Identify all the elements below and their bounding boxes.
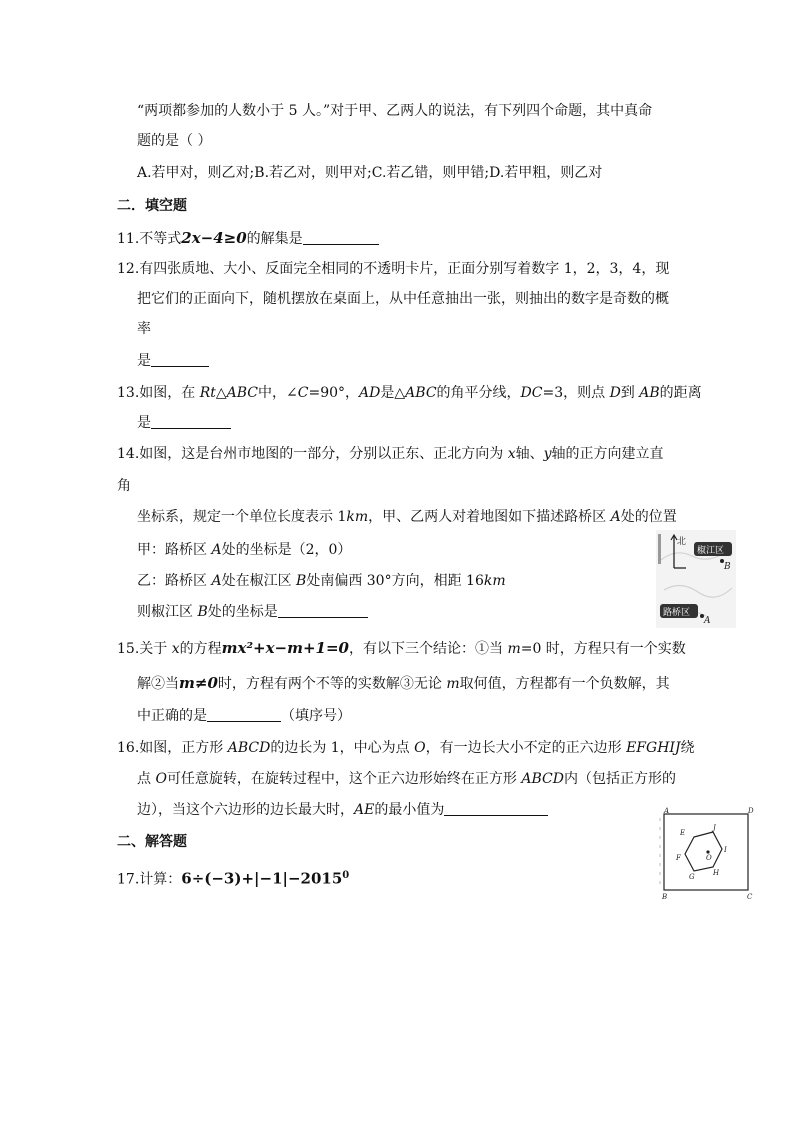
fig-label-e: E xyxy=(680,829,686,837)
q17-text: 计算： xyxy=(139,871,182,888)
q14-text: 轴、 xyxy=(515,446,544,462)
fig-label-o: O xyxy=(706,854,712,862)
q13-ad: AD xyxy=(359,385,381,401)
q15-text: 的方程 xyxy=(179,641,222,657)
q11-pre: 不等式 xyxy=(139,231,182,247)
q12-line2: 把它们的正面向下，随机摆放在桌面上，从中任意抽出一张，则抽出的数字是奇数的概 xyxy=(137,291,669,307)
q10-line1: “两项都参加的人数小于 5 人。”对于甲、乙两人的说法，有下列四个命题，其中真命 xyxy=(137,103,653,119)
map-edge-mark xyxy=(658,534,661,564)
q13-text: 的角平分线， xyxy=(436,385,521,401)
q14-answer-blank xyxy=(278,602,368,618)
q13-text: 是△ xyxy=(380,385,406,401)
question-15 xyxy=(117,638,686,659)
q16-text: 可任意旋转，在旋转过程中，这个正六边形始终在正方形 xyxy=(166,771,522,787)
q14-text: 处的坐标是（2，0） xyxy=(221,542,352,558)
q14-line5 xyxy=(137,571,506,591)
fig-label-c: C xyxy=(747,893,753,901)
map-jiaojiang-label: 椒江区 xyxy=(697,546,725,556)
q16-hexagon: EFGHIJ xyxy=(626,740,681,756)
q14-text: 处南偏西 30°方向，相距 16 xyxy=(306,573,484,589)
q14-number: 14. xyxy=(117,446,140,462)
map-north-label: 北 xyxy=(677,537,687,547)
q14-text: 则椒江区 xyxy=(137,604,198,620)
q16-text: 的边长为 1，中心为点 xyxy=(270,740,415,756)
q16-o: O xyxy=(155,771,167,787)
q11-answer-blank xyxy=(303,229,379,245)
q16-answer-blank xyxy=(444,800,548,816)
hexagon-efghij xyxy=(685,832,722,871)
q14-line6 xyxy=(137,602,368,622)
q15-text: 取何值，方程都有一个负数解，其 xyxy=(459,676,670,692)
q16-text: 内（包括正方形的 xyxy=(564,771,676,787)
fig-label-f: F xyxy=(676,854,681,862)
q16-text: 的最小值为 xyxy=(374,802,445,818)
q15-text: 解②当 xyxy=(137,676,179,692)
q14-line3 xyxy=(137,507,677,527)
q16-square-hexagon-figure xyxy=(650,804,758,902)
q16-ae: AE xyxy=(354,802,375,818)
q17-exponent: 0 xyxy=(342,870,350,881)
q15-text: ，有以下三个结论：①当 xyxy=(348,641,508,657)
q15-x: x xyxy=(171,641,180,657)
q14-text: 处的坐标是 xyxy=(207,604,278,620)
q14-text: 如图，这是台州市地图的一部分，分别以正东、正北方向为 xyxy=(139,446,508,462)
q14-km: km xyxy=(483,573,506,589)
q13-abc: ABC xyxy=(405,385,437,401)
q13-text: =90°， xyxy=(308,385,360,401)
q11-post: 的解集是 xyxy=(246,231,303,247)
fig-label-b: B xyxy=(662,893,668,901)
q14-a: A xyxy=(610,509,621,525)
q15-text: 中正确的是 xyxy=(137,708,207,724)
q13-text: 到 xyxy=(620,385,640,401)
q12-answer-blank xyxy=(151,351,209,367)
q12-line4 xyxy=(137,351,209,371)
q15-answer-blank xyxy=(207,706,281,722)
question-11 xyxy=(117,228,379,249)
q16-text: 绕 xyxy=(680,740,695,756)
q16-o: O xyxy=(414,740,426,756)
q14-text: 乙：路桥区 xyxy=(137,573,212,589)
q13-line2-text: 是 xyxy=(137,415,151,431)
q13-answer-blank xyxy=(151,413,231,429)
q16-number: 16. xyxy=(117,740,140,756)
fig-label-g: G xyxy=(689,873,695,881)
q15-number: 15. xyxy=(117,641,140,657)
q15-line2 xyxy=(137,673,670,694)
question-14 xyxy=(117,444,664,464)
q14-text: 轴的正方向建立直 xyxy=(551,446,664,462)
q10-options: A.若甲对，则乙对;B.若乙对，则甲对;C.若乙错，则甲错;D.若甲粗，则乙对 xyxy=(137,165,603,181)
fig-label-j: J xyxy=(713,824,716,832)
q15-text: 关于 xyxy=(139,641,172,657)
section-solve-heading: 二、解答题 xyxy=(117,834,187,850)
q14-text: ，甲、乙两人对着地图如下描述路桥区 xyxy=(368,509,611,525)
q14-a: A xyxy=(211,542,222,558)
q11-number: 11. xyxy=(117,231,140,247)
fig-label-h: H xyxy=(713,869,720,877)
q14-b: B xyxy=(197,604,208,620)
q17-number: 17. xyxy=(117,871,140,888)
question-17 xyxy=(117,866,349,890)
q15-equation: mx²+x−m+1=0 xyxy=(221,639,349,657)
map-point-a: A xyxy=(704,616,711,626)
q10-line2: 题的是（ ） xyxy=(137,133,212,149)
q12-line1: 12.有四张质地、大小、反面完全相同的不透明卡片，正面分别写着数字 1，2，3，4，现 xyxy=(117,261,670,277)
q15-line3 xyxy=(137,706,351,726)
q16-square: ABCD xyxy=(521,771,564,787)
q14-text: 处在椒江区 xyxy=(221,573,297,589)
q14-map-figure xyxy=(656,530,736,628)
q11-inequality: 2x−4≥0 xyxy=(181,229,247,247)
q17-expression: 6÷(−3)+|−1|−2015 xyxy=(181,869,343,888)
q12-line4-text: 是 xyxy=(137,353,151,369)
q15-text: 时，方程有两个不等的实数解③无论 xyxy=(217,676,447,692)
q14-text: 坐标系，规定一个单位长度表示 1 xyxy=(137,509,347,525)
q13-triangle: Rt△ABC xyxy=(199,385,259,401)
q15-text: （填序号） xyxy=(281,708,351,724)
q13-ab: AB xyxy=(639,385,660,401)
q14-text: 甲：路桥区 xyxy=(137,542,212,558)
q16-text: 点 xyxy=(137,771,156,787)
fig-label-d: D xyxy=(748,807,754,815)
q13-line2 xyxy=(137,413,231,433)
q14-x: x xyxy=(507,446,516,462)
q15-m: m xyxy=(446,676,460,692)
q13-dc: DC xyxy=(520,385,543,401)
q16-square: ABCD xyxy=(227,740,271,756)
map-luqiao-label: 路桥区 xyxy=(663,608,691,618)
q15-m: m xyxy=(507,641,521,657)
q16-text: ，有一边长大小不定的正六边形 xyxy=(425,740,627,756)
q13-text: 的距离 xyxy=(659,385,702,401)
q14-y: y xyxy=(543,446,552,462)
q14-text: 处的位置 xyxy=(620,509,677,525)
q13-number: 13. xyxy=(117,385,140,401)
q14-a: A xyxy=(211,573,222,589)
square-abcd xyxy=(664,814,748,890)
question-13 xyxy=(117,383,702,403)
q12-line3: 率 xyxy=(137,321,151,337)
question-16 xyxy=(117,738,695,758)
q13-text: 中，∠ xyxy=(258,385,298,401)
q13-text: =3，则点 xyxy=(542,385,610,401)
q14-line4 xyxy=(137,540,351,560)
q13-text: 如图，在 xyxy=(139,385,200,401)
q16-line3 xyxy=(137,800,548,820)
fig-label-i: I xyxy=(724,846,727,854)
q14-line2: 角 xyxy=(117,478,131,494)
fig-label-a: A xyxy=(664,807,670,815)
q16-text: 边），当这个六边形的边长最大时， xyxy=(137,802,354,818)
q16-text: 如图，正方形 xyxy=(139,740,228,756)
q13-angle-c: C xyxy=(297,385,309,401)
q14-km: km xyxy=(346,509,369,525)
section-fill-in-heading: 二．填空题 xyxy=(117,198,187,214)
q16-line2 xyxy=(137,769,676,789)
q15-text: =0 时，方程只有一个实数 xyxy=(520,641,686,657)
q15-m-not-zero: m≠0 xyxy=(179,674,218,692)
map-point-b: B xyxy=(724,562,731,572)
q13-d: D xyxy=(609,385,621,401)
q14-b: B xyxy=(296,573,307,589)
